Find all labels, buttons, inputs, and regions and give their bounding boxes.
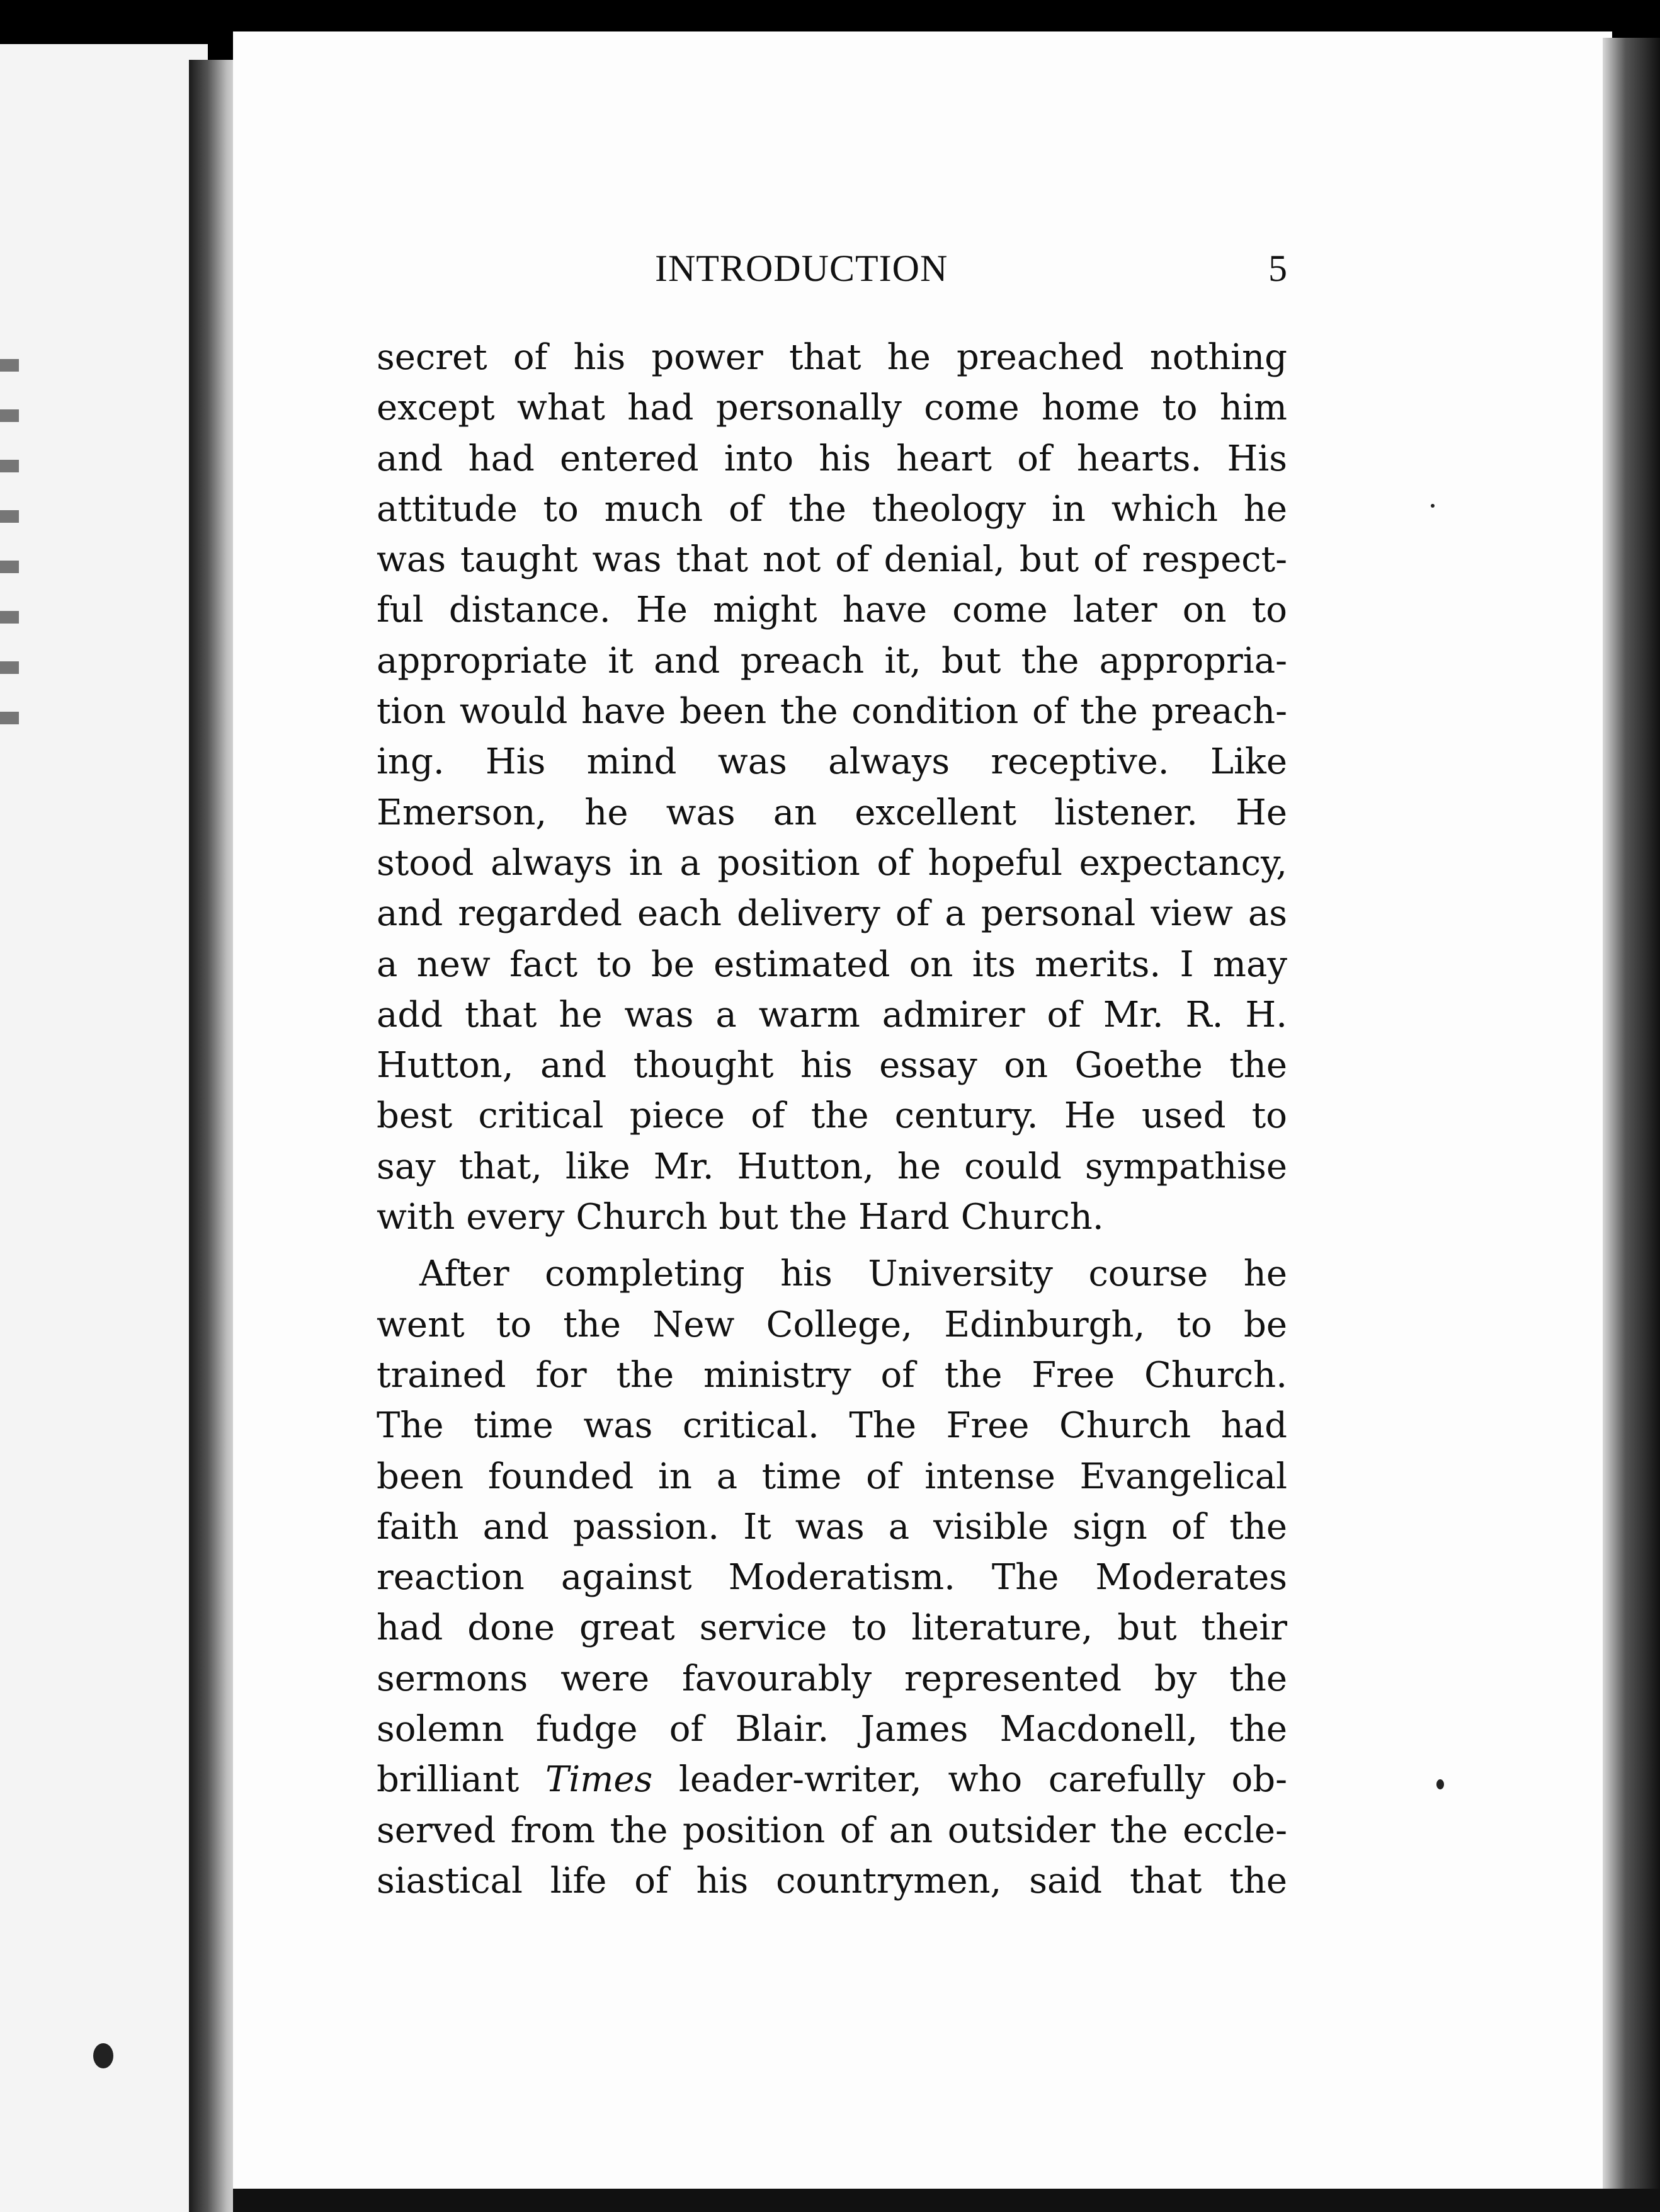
left-page-margin-marks: [0, 359, 19, 737]
text-line: After completing his University course he: [419, 1253, 1287, 1295]
italic-title: Times: [545, 1759, 653, 1801]
text-line: The time was critical. The Free Church had: [377, 1405, 1287, 1447]
page-stack-edge: [1603, 38, 1660, 2192]
text-line: and had entered into his heart of hearts. His: [377, 438, 1287, 479]
ink-speck: [1431, 504, 1435, 508]
page-bottom-edge: [233, 2189, 1660, 2212]
ink-speck: [93, 2043, 113, 2068]
text-line: solemn fudge of Blair. James Macdonell, the: [377, 1709, 1287, 1750]
text-line: and regarded each delivery of a personal view as: [377, 893, 1287, 935]
text-line: siastical life of his countrymen, said that the: [377, 1860, 1287, 1901]
text-line: add that he was a warm admirer of Mr. R. H.: [377, 994, 1287, 1035]
text-line: secret of his power that he preached nothing: [377, 337, 1287, 378]
text-line: ful distance. He might have come later on to: [377, 590, 1287, 631]
text-line: went to the New College, Edinburgh, to be: [377, 1304, 1287, 1345]
text-line: a new fact to be estimated on its merits. I may: [377, 944, 1287, 985]
text-line: trained for the ministry of the Free Church.: [377, 1354, 1287, 1396]
text-line: been founded in a time of intense Evangelical: [377, 1456, 1287, 1497]
text-line: had done great service to literature, but their: [377, 1607, 1287, 1649]
text-line: attitude to much of the theology in which he: [377, 488, 1287, 530]
text-line: faith and passion. It was a visible sign of the: [377, 1506, 1287, 1548]
paragraph: [377, 1249, 1287, 1907]
running-head: [377, 247, 1287, 297]
text-line: was taught was that not of denial, but of respect-: [377, 539, 1287, 581]
text-line: say that, like Mr. Hutton, he could sympathise: [377, 1146, 1287, 1187]
text-line: except what had personally come home to him: [377, 387, 1287, 429]
text-line: tion would have been the condition of the preach-: [377, 691, 1287, 733]
text-line: ing. His mind was always receptive. Like: [377, 741, 1287, 783]
running-head-title: INTRODUCTION: [655, 248, 948, 289]
text-line: brilliant Times leader-writer, who carefully ob-: [377, 1759, 1288, 1801]
left-page-edge: [0, 44, 208, 2212]
text-line: Hutton, and thought his essay on Goethe the: [377, 1045, 1287, 1086]
paragraph: [377, 333, 1287, 1243]
text-line: served from the position of an outsider the eccle-: [377, 1810, 1287, 1851]
text-line: with every Church but the Hard Church.: [377, 1197, 1104, 1238]
text-line: reaction against Moderatism. The Moderates: [377, 1557, 1287, 1599]
text-line: appropriate it and preach it, but the appropria-: [377, 640, 1287, 681]
text-line: Emerson, he was an excellent listener. He: [377, 792, 1287, 833]
text-line: stood always in a position of hopeful expectancy,: [377, 842, 1287, 884]
body-text: [377, 333, 1287, 1907]
text-line: sermons were favourably represented by the: [377, 1658, 1287, 1699]
paragraph-gap: [377, 1243, 1287, 1249]
page-number: 5: [1268, 248, 1287, 289]
ink-speck: [1436, 1779, 1444, 1789]
text-line: best critical piece of the century. He used to: [377, 1095, 1287, 1137]
